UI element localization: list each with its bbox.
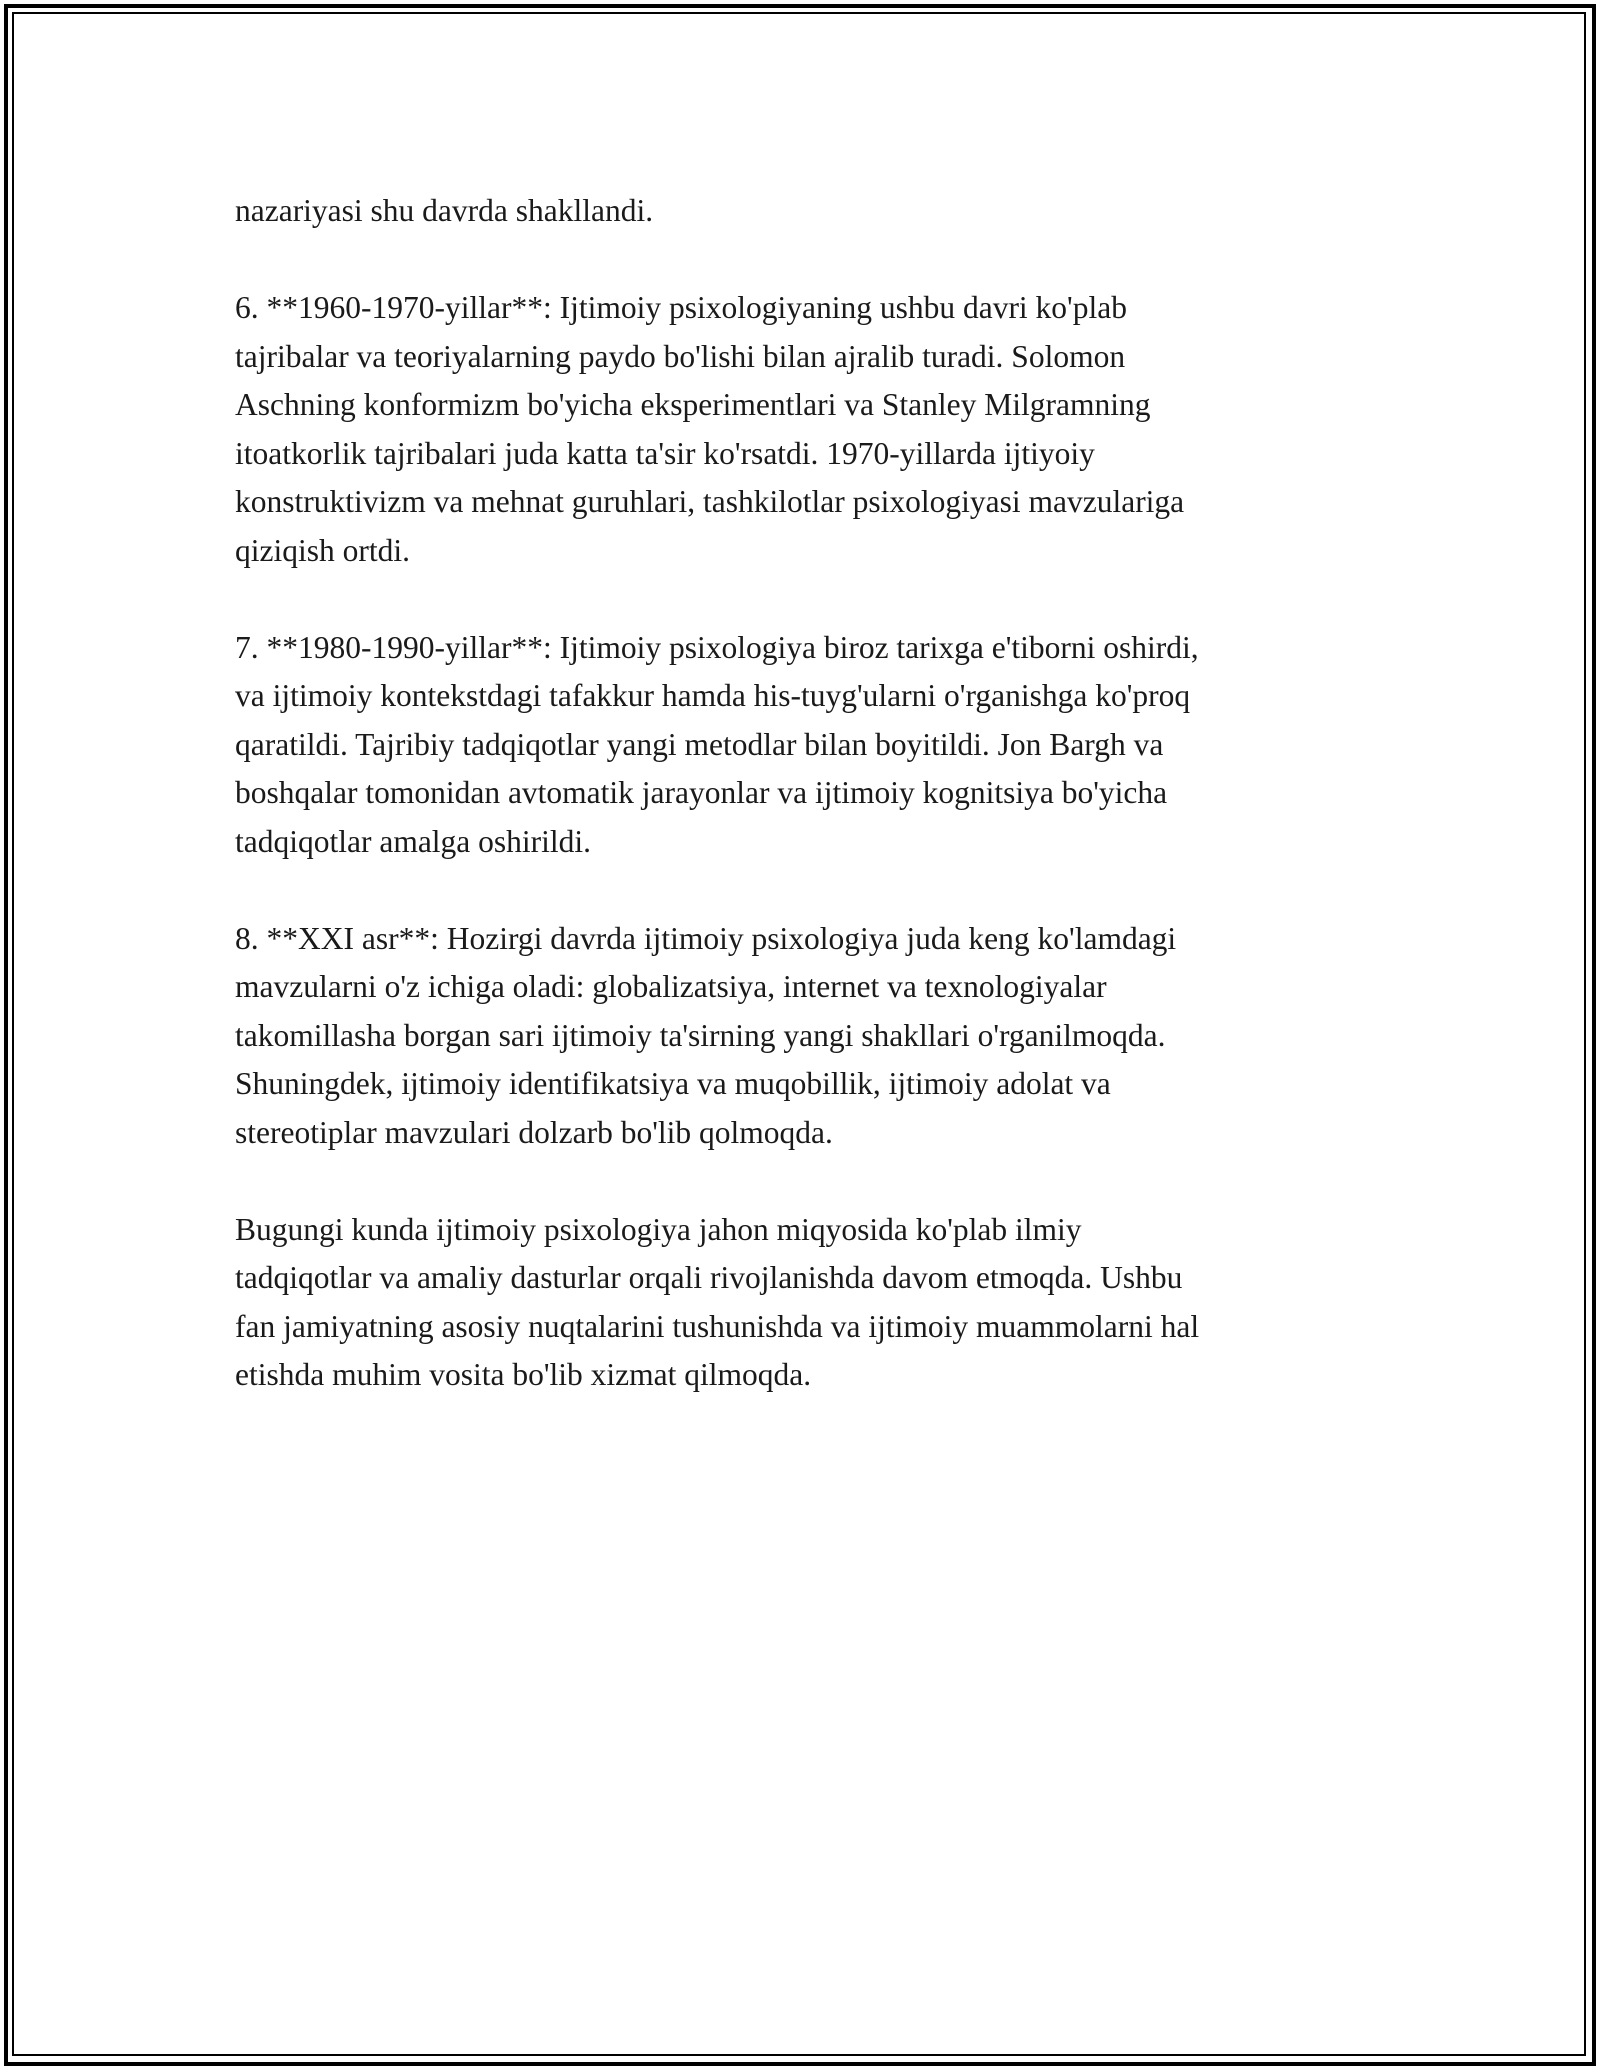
paragraph-1980-1990: 7. **1980-1990-yillar**: Ijtimoiy psixologiya biroz tarixga e'tiborni oshirdi, va ijtimoiy kontekstdagi tafakkur hamda his-tuyg'ularni o'rganishga ko'proq qaratildi. Tajribiy tadqiqotlar yangi metodlar bilan boyitildi. Jon Bargh va boshqalar tomonidan avtomatik jarayonlar va ijtimoiy kognitsiya bo'yicha tadqiqotlar amalga oshirildi. [235, 629, 1199, 859]
document-body [235, 187, 1370, 1448]
paragraph-xxi-century: 8. **XXI asr**: Hozirgi davrda ijtimoiy psixologiya juda keng ko'lamdagi mavzularni o'z ichiga oladi: globalizatsiya, internet va texnologiyalar takomillasha borgan sari ijtimoiy ta'sirning yangi shakllari o'rganilmoqda. Shuningdek, ijtimoiy identifikatsiya va muqobillik, ijtimoiy adolat va stereotiplar mavzulari dolzarb bo'lib qolmoqda. [235, 920, 1177, 1150]
paragraph-conclusion: Bugungi kunda ijtimoiy psixologiya jahon miqyosida ko'plab ilmiy tadqiqotlar va amaliy dasturlar orqali rivojlanishda davom etmoqda. Ushbu fan jamiyatning asosiy nuqtalarini tushunishda va ijtimoiy muammolarni hal etishda muhim vosita bo'lib xizmat qilmoqda. [235, 1211, 1200, 1392]
paragraph-continuation: nazariyasi shu davrda shakllandi. [235, 193, 654, 228]
paragraph-1960-1970: 6. **1960-1970-yillar**: Ijtimoiy psixologiyaning ushbu davri ko'plab tajribalar va teoriyalarning paydo bo'lishi bilan ajralib turadi. Solomon Aschning konformizm bo'yicha eksperimentlari va Stanley Milgramning itoatkorlik tajribalari juda katta ta'sir ko'rsatdi. 1970-yillarda ijtiyoiy konstruktivizm va mehnat guruhlari, tashkilotlar psixologiyasi mavzulariga qiziqish ortdi. [235, 290, 1185, 568]
